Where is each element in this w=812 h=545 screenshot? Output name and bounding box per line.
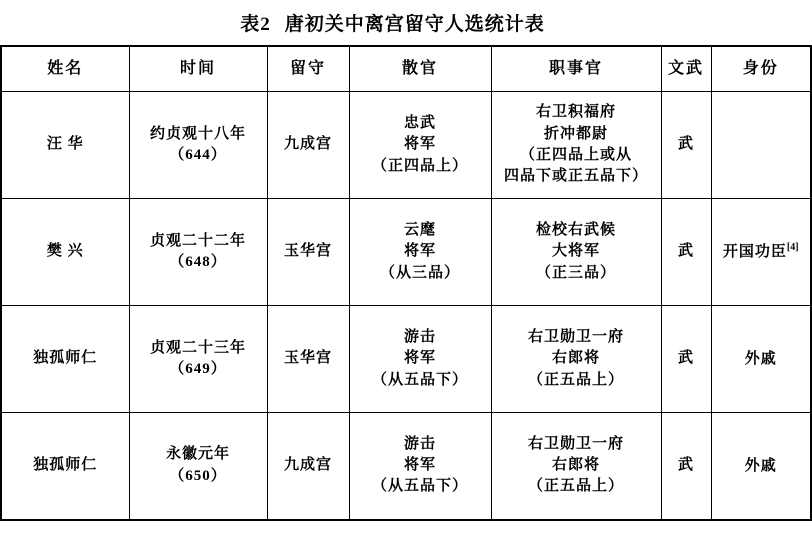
duty-line: 右卫勋卫一府: [527, 329, 624, 346]
prestige-line: 将军: [403, 350, 436, 367]
duty-line: 折冲都尉: [543, 125, 608, 142]
column-header-name: 姓名: [1, 46, 129, 92]
time-line: 永徽元年: [165, 446, 230, 463]
prestige-line: （从五品下）: [371, 371, 468, 388]
cell-civil-military: 武: [661, 413, 711, 520]
prestige-line: （从三品）: [379, 264, 460, 281]
cell-prestige-office: [349, 413, 491, 520]
column-header-time: 时间: [129, 46, 267, 92]
table-body: [1, 92, 811, 520]
duty-line: 四品下或正五品下）: [503, 168, 648, 185]
duty-line: 右郎将: [551, 350, 600, 367]
cell-civil-military: 武: [661, 92, 711, 199]
cell-name: 汪 华: [1, 92, 129, 199]
time-line: 约贞观十八年: [149, 125, 246, 142]
time-line: 贞观二十三年: [149, 339, 246, 356]
cell-name: 樊 兴: [1, 199, 129, 306]
prestige-line: 忠武: [403, 115, 436, 132]
column-header-duty-office: 职事官: [491, 46, 661, 92]
prestige-line: 游击: [403, 329, 436, 346]
prestige-line: 游击: [403, 435, 436, 452]
table-row: [1, 413, 811, 520]
table-caption: [0, 0, 785, 45]
duty-line: 检校右武候: [535, 222, 616, 239]
cell-time: [129, 199, 267, 306]
cell-name: 独孤师仁: [1, 306, 129, 413]
prestige-line: 将军: [403, 457, 436, 474]
cell-civil-military: 武: [661, 306, 711, 413]
duty-line: 右卫勋卫一府: [527, 435, 624, 452]
header-row: [1, 46, 811, 92]
cell-palace: 玉华宫: [267, 306, 349, 413]
cell-identity: [711, 92, 811, 199]
cell-duty-office: [491, 92, 661, 199]
duty-line: 大将军: [551, 243, 600, 260]
cell-prestige-office: [349, 199, 491, 306]
prestige-line: （正四品上）: [371, 157, 468, 174]
cell-prestige-office: [349, 92, 491, 199]
prestige-line: 将军: [403, 243, 436, 260]
duty-line: （正五品上）: [527, 371, 624, 388]
table-row: [1, 92, 811, 199]
table-number: 表2: [240, 14, 271, 35]
cell-time: [129, 306, 267, 413]
column-header-civil-military: 文武: [661, 46, 711, 92]
identity-footnote: [4]: [786, 241, 799, 253]
duty-line: （正四品上或从: [519, 147, 632, 163]
prestige-line: 将军: [403, 136, 436, 153]
column-header-palace: 留守: [267, 46, 349, 92]
cell-duty-office: [491, 306, 661, 413]
column-header-prestige-office: 散官: [349, 46, 491, 92]
cell-palace: 玉华宫: [267, 199, 349, 306]
cell-identity: [711, 413, 811, 520]
cell-prestige-office: [349, 306, 491, 413]
statistics-table: [0, 45, 812, 521]
duty-line: 右郎将: [551, 457, 600, 474]
table-row: [1, 306, 811, 413]
cell-palace: 九成宫: [267, 413, 349, 520]
cell-time: [129, 92, 267, 199]
identity-text: 开国功臣: [722, 243, 787, 260]
prestige-line: （从五品下）: [371, 478, 468, 495]
cell-duty-office: [491, 199, 661, 306]
table-row: [1, 199, 811, 306]
duty-line: 右卫积福府: [535, 104, 616, 121]
cell-civil-military: 武: [661, 199, 711, 306]
column-header-identity: 身份: [711, 46, 811, 92]
time-line: （649）: [169, 361, 227, 377]
cell-identity: [711, 306, 811, 413]
cell-time: [129, 413, 267, 520]
time-line: （650）: [169, 467, 227, 484]
cell-duty-office: [491, 413, 661, 520]
time-line: 贞观二十二年: [149, 232, 246, 249]
prestige-line: 云麾: [403, 222, 436, 239]
time-line: （644）: [169, 147, 227, 163]
cell-identity: [711, 199, 811, 306]
identity-text: 外戚: [744, 350, 777, 367]
table-header: [1, 46, 811, 92]
identity-text: 外戚: [744, 457, 777, 474]
time-line: （648）: [169, 254, 227, 270]
cell-palace: 九成宫: [267, 92, 349, 199]
table-title: 唐初关中离宫留守人选统计表: [284, 14, 545, 35]
duty-line: （正三品）: [535, 264, 616, 281]
cell-name: 独孤师仁: [1, 413, 129, 520]
duty-line: （正五品上）: [527, 478, 624, 495]
